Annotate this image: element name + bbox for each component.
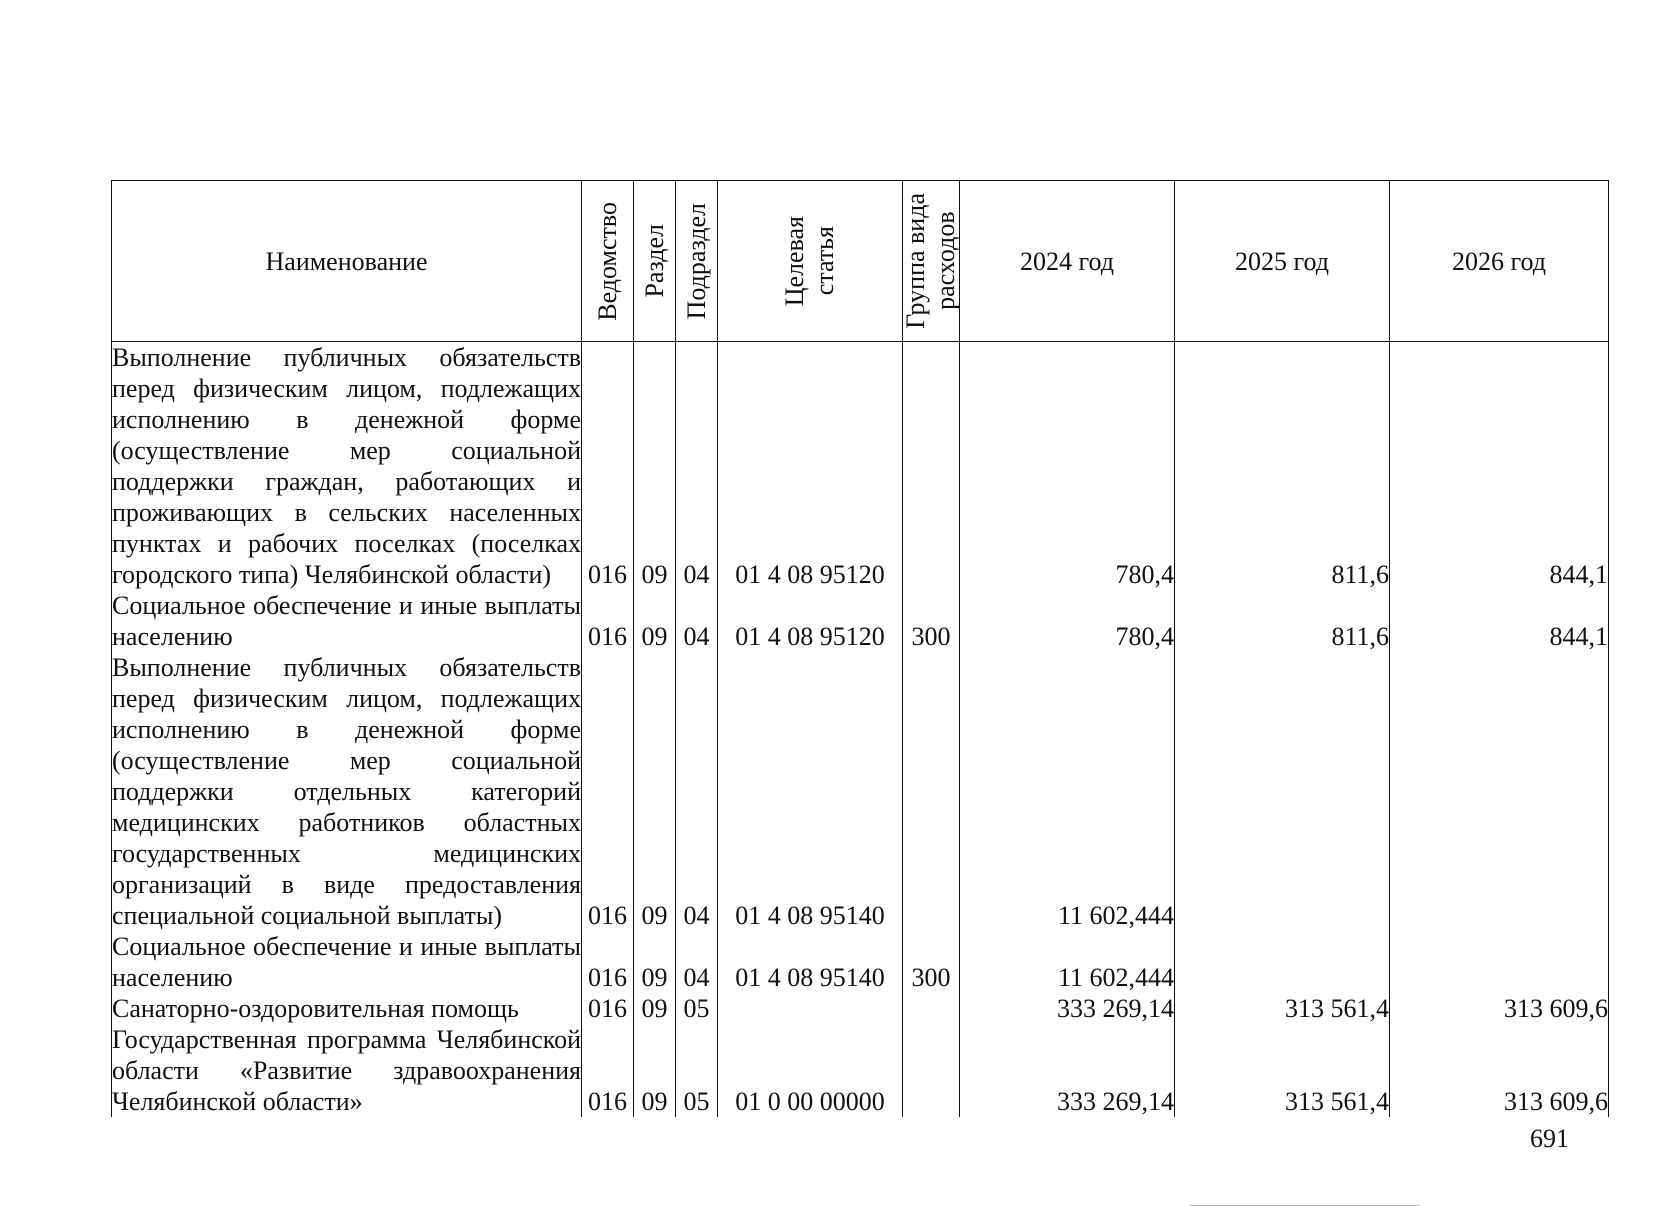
header-podrazdel: Подраздел: [676, 181, 718, 342]
row-tselevaya-statya: 01 0 00 00000: [718, 1024, 903, 1117]
row-value-2024: 333 269,14: [960, 993, 1175, 1024]
row-gruppa-vr: 300: [903, 590, 960, 652]
row-gruppa-vr: [903, 1024, 960, 1117]
row-podrazdel: 04: [676, 652, 718, 931]
row-value-2025: 313 561,4: [1175, 993, 1390, 1024]
row-razdel: 09: [634, 1024, 676, 1117]
row-vedomstvo: 016: [582, 931, 634, 993]
row-value-2024: 11 602,444: [960, 931, 1175, 993]
row-name: Выполнение публичных обязательств перед физическим лицом, подлежащих исполнению в денежной форме (осуществление мер социальной поддержки граждан, работающих и проживающих в сельских населенных пунктах и рабочих поселках (поселках городского типа) Челябинской области): [112, 343, 581, 589]
row-gruppa-vr: [903, 342, 960, 591]
row-podrazdel: 04: [676, 590, 718, 652]
row-gruppa-vr: [903, 993, 960, 1024]
table-header-row: [112, 181, 1609, 342]
header-2026: 2026 год: [1390, 181, 1609, 342]
header-2024: 2024 год: [960, 181, 1175, 342]
row-value-2026: 844,1: [1390, 342, 1609, 591]
table-row: [112, 652, 1609, 931]
row-name: Выполнение публичных обязательств перед физическим лицом, подлежащих исполнению в денежной форме (осуществление мер социальной поддержки отдельных категорий медицинских работников областных государственных медицинских организаций в виде предоставления специальной социальной выплаты): [112, 653, 581, 930]
row-value-2026: 844,1: [1390, 590, 1609, 652]
row-value-2025: [1175, 652, 1390, 931]
row-vedomstvo: 016: [582, 590, 634, 652]
row-razdel: 09: [634, 652, 676, 931]
row-value-2026: [1390, 931, 1609, 993]
table-row: [112, 590, 1609, 652]
row-value-2025: 811,6: [1175, 590, 1390, 652]
row-razdel: 09: [634, 342, 676, 591]
table-row: [112, 342, 1609, 591]
row-podrazdel: 04: [676, 342, 718, 591]
row-podrazdel: 05: [676, 993, 718, 1024]
header-2025: 2025 год: [1175, 181, 1390, 342]
row-gruppa-vr: [903, 652, 960, 931]
row-value-2026: 313 609,6: [1390, 993, 1609, 1024]
header-name: Наименование: [112, 181, 582, 342]
row-value-2024: 780,4: [960, 590, 1175, 652]
row-razdel: 09: [634, 590, 676, 652]
row-value-2025: 313 561,4: [1175, 1024, 1390, 1117]
row-podrazdel: 05: [676, 1024, 718, 1117]
page-number: 691: [1530, 1124, 1569, 1153]
row-value-2025: 811,6: [1175, 342, 1390, 591]
table-row: [112, 993, 1609, 1024]
budget-table: [111, 180, 1609, 1117]
header-tselevaya-statya: Целевая статья: [718, 181, 903, 342]
row-tselevaya-statya: 01 4 08 95140: [718, 652, 903, 931]
row-value-2024: 333 269,14: [960, 1024, 1175, 1117]
row-name: Санаторно-оздоровительная помощь: [112, 993, 582, 1024]
row-razdel: 09: [634, 993, 676, 1024]
header-razdel: Раздел: [634, 181, 676, 342]
row-razdel: 09: [634, 931, 676, 993]
row-value-2025: [1175, 931, 1390, 993]
row-tselevaya-statya: 01 4 08 95140: [718, 931, 903, 993]
row-gruppa-vr: 300: [903, 931, 960, 993]
row-podrazdel: 04: [676, 931, 718, 993]
row-vedomstvo: 016: [582, 652, 634, 931]
header-vedomstvo: Ведомство: [582, 181, 634, 342]
row-name: Социальное обеспечение и иные выплаты населению: [112, 932, 581, 992]
row-vedomstvo: 016: [582, 342, 634, 591]
row-tselevaya-statya: 01 4 08 95120: [718, 590, 903, 652]
table-row: [112, 931, 1609, 993]
row-tselevaya-statya: 01 4 08 95120: [718, 342, 903, 591]
row-value-2024: 11 602,444: [960, 652, 1175, 931]
row-value-2026: 313 609,6: [1390, 1024, 1609, 1117]
row-vedomstvo: 016: [582, 993, 634, 1024]
row-value-2024: 780,4: [960, 342, 1175, 591]
row-name: Социальное обеспечение и иные выплаты населению: [112, 591, 581, 651]
row-tselevaya-statya: [718, 993, 903, 1024]
header-gruppa-vida-raskhodov: Группа вида расходов: [903, 181, 960, 342]
row-vedomstvo: 016: [582, 1024, 634, 1117]
row-value-2026: [1390, 652, 1609, 931]
table-row: [112, 1024, 1609, 1117]
row-name: Государственная программа Челябинской области «Развитие здравоохранения Челябинской области»: [112, 1025, 581, 1116]
